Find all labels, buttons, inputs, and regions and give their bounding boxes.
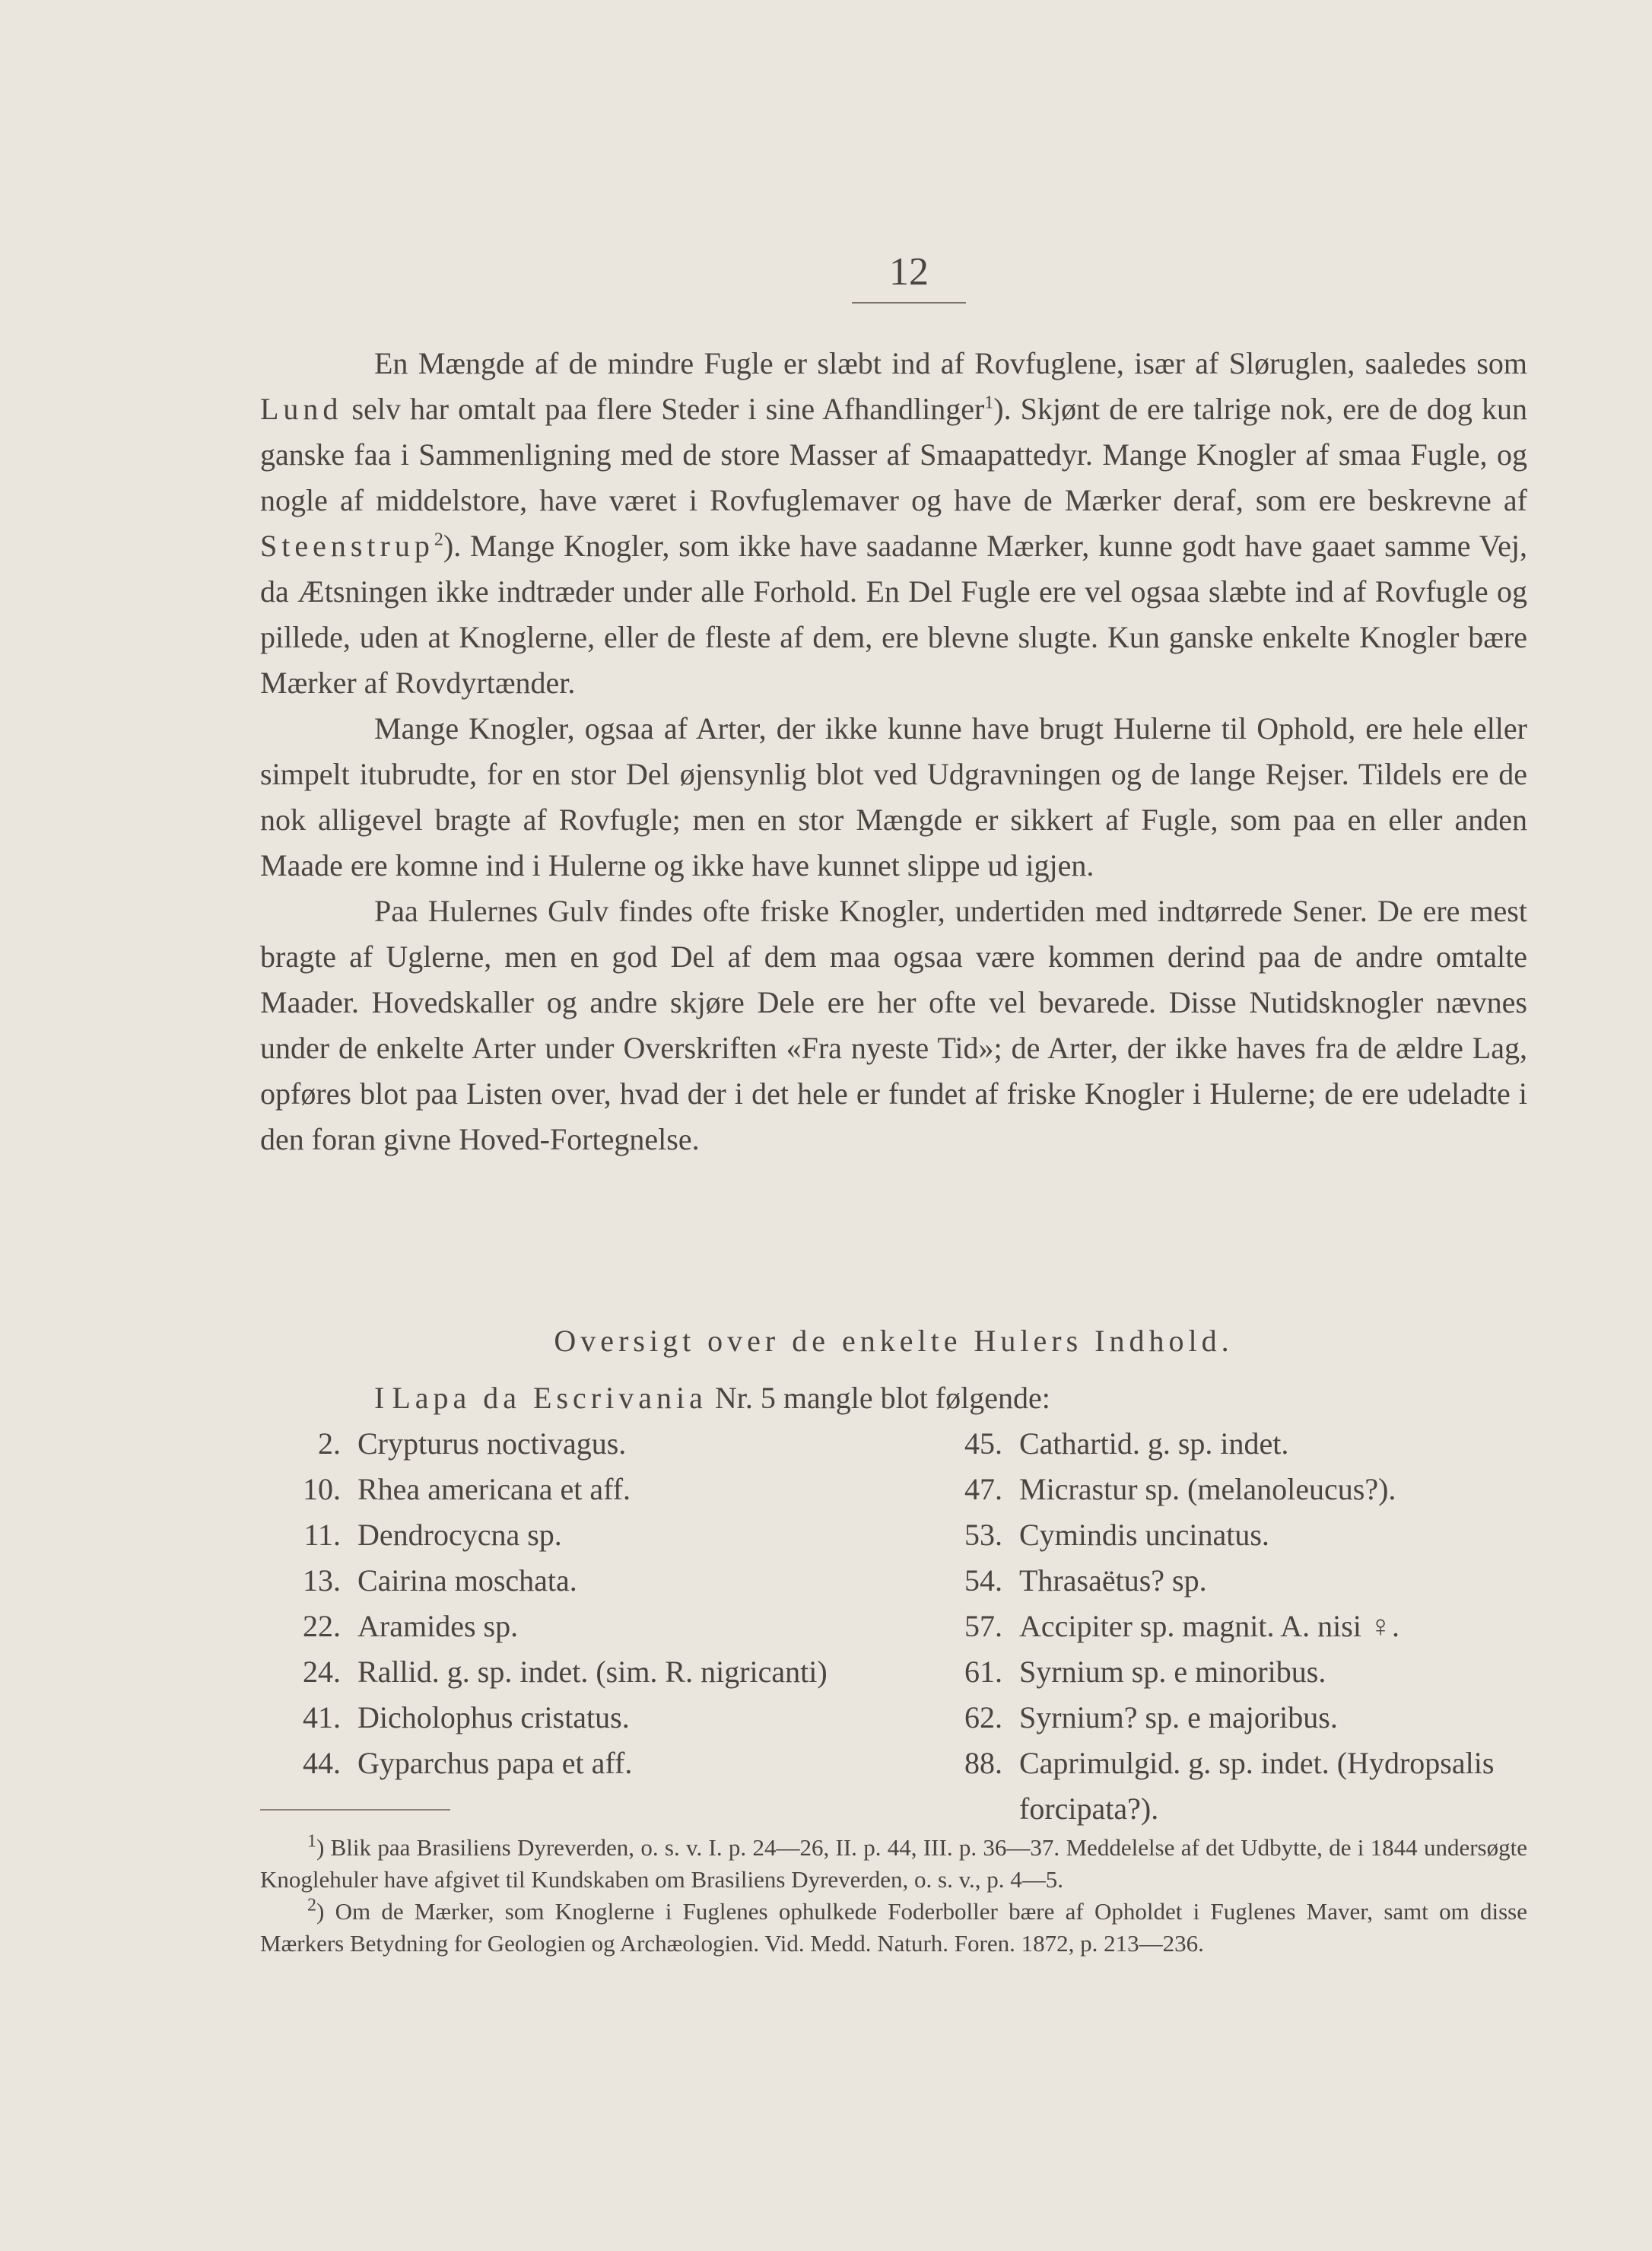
species-name: Dendrocycna sp. (357, 1518, 562, 1552)
species-entry (920, 1604, 1544, 1649)
species-number: 22. (303, 1609, 341, 1643)
text-run: En Mængde af de mindre Fugle er slæbt ind af Rovfuglene, især af Sløruglen, saaledes som (374, 346, 1527, 380)
species-entry (259, 1558, 882, 1604)
species-entry (920, 1741, 1544, 1832)
text-run: ). Mange Knogler, som ikke have saadanne Mærker, kunne godt have gaaet samme Vej, da Ætsningen ikke indtræder under alle Forhold. En Del Fugle ere vel ogsaa slæbte ind af Rovfugle og pillede, uden at Knoglerne, eller de fleste af dem, ere blevne slugte. Kun ganske enkelte Knogler bære Mærker af Rovdyrtænder. (260, 529, 1527, 700)
species-entry (259, 1467, 882, 1512)
footnote-mark: 2 (307, 1895, 316, 1916)
species-number: 44. (303, 1746, 341, 1780)
species-list-left (259, 1421, 882, 1786)
species-name: Dicholophus cristatus. (357, 1700, 630, 1734)
overview-heading: Oversigt over de enkelte Hulers Indhold. (554, 1324, 1234, 1358)
species-entry (259, 1695, 882, 1741)
footnote-rule (260, 1809, 450, 1811)
species-name: Gyparchus papa et aff. (357, 1746, 633, 1780)
text-run: Paa Hulernes Gulv findes ofte friske Knogler, undertiden med indtørrede Sener. De ere mest bragte af Uglerne, men en god Del af dem maa ogsaa være kommen derind paa de andre omtalte Maader. Hovedskaller og andre skjøre Dele ere her ofte vel bevarede. Disse Nutidsknogler nævnes under de enkelte Arter under Overskriften «Fra nyeste Tid»; de Arter, der ikke haves fra de ældre Lag, opføres blot paa Listen over, hvad der i det hele er fundet af friske Knogler i Hulerne; de ere udeladte i den foran givne Hoved-Fortegnelse. (260, 894, 1527, 1156)
species-name: Crypturus noctivagus. (357, 1426, 627, 1461)
page-number-rule (852, 302, 966, 304)
species-number: 88. (964, 1746, 1002, 1780)
species-name: Cairina moschata. (357, 1563, 577, 1598)
species-entry (259, 1421, 882, 1467)
species-entry (259, 1741, 882, 1786)
species-number: 61. (964, 1655, 1002, 1689)
species-name: Cymindis uncinatus. (1019, 1518, 1269, 1552)
species-entry (920, 1467, 1544, 1512)
body-paragraph (260, 889, 1527, 1162)
species-name: Accipiter sp. magnit. A. nisi ♀. (1019, 1609, 1399, 1643)
footnotes (260, 1832, 1527, 1960)
species-name: Rhea americana et aff. (357, 1472, 631, 1506)
species-name: Thrasaëtus? sp. (1019, 1563, 1207, 1598)
page-number: 12 (889, 250, 929, 294)
species-number: 53. (964, 1518, 1002, 1552)
species-entry (920, 1421, 1544, 1467)
footnote-ref: 1 (984, 393, 994, 413)
species-entry (920, 1512, 1544, 1558)
species-number: 24. (303, 1655, 341, 1689)
footnote (260, 1832, 1527, 1896)
species-number: 41. (303, 1700, 341, 1734)
footnote-ref: 2 (434, 529, 443, 550)
species-entry (259, 1649, 882, 1695)
species-name: Cathartid. g. sp. indet. (1019, 1426, 1289, 1461)
text-run: Steenstrup (260, 529, 434, 563)
species-number: 11. (303, 1518, 341, 1552)
species-entry (920, 1695, 1544, 1741)
lapa-intro-name: Lapa da Escrivania (392, 1381, 707, 1415)
species-number: 47. (964, 1472, 1002, 1506)
species-entry (920, 1649, 1544, 1695)
footnote-text: ) Om de Mærker, som Knoglerne i Fuglenes ophulkede Foderboller bære af Opholdet i Fuglenes Maver, samt om disse Mærkers Betydning for Geologien og Archæologien. Vid. Medd. Naturh. Foren. 1872, p. 213—236. (260, 1898, 1527, 1957)
body-paragraph (260, 341, 1527, 706)
species-number: 62. (964, 1700, 1002, 1734)
lapa-intro-suffix: Nr. 5 mangle blot følgende: (707, 1381, 1050, 1415)
text-run: Mange Knogler, ogsaa af Arter, der ikke kunne have brugt Hulerne til Ophold, ere hele eller simpelt itubrudte, for en stor Del øjensynlig blot ved Udgravningen og de lange Rejser. Tildels ere de nok alligevel bragte af Rovfugle; men en stor Mængde er sikkert af Fugle, som paa en eller anden Maade ere komne ind i Hulerne og ikke have kunnet slippe ud igjen. (260, 711, 1527, 882)
species-number: 54. (964, 1563, 1002, 1598)
species-name: Caprimulgid. g. sp. indet. (Hydropsalis forcipata?). (1019, 1746, 1495, 1826)
species-number: 45. (964, 1426, 1002, 1461)
species-list-right (920, 1421, 1544, 1832)
footnote (260, 1896, 1527, 1960)
species-number: 13. (303, 1563, 341, 1598)
lapa-intro-line (374, 1375, 1515, 1421)
species-entry (920, 1558, 1544, 1604)
species-name: Syrnium sp. e minoribus. (1019, 1655, 1326, 1689)
species-number: 10. (303, 1472, 341, 1506)
species-number: 57. (964, 1609, 1002, 1643)
footnote-mark: 1 (307, 1831, 316, 1852)
species-number: 2. (318, 1426, 341, 1461)
species-name: Rallid. g. sp. indet. (sim. R. nigricanti) (357, 1655, 828, 1689)
lapa-intro-prefix: I (374, 1381, 392, 1415)
species-name: Syrnium? sp. e majoribus. (1019, 1700, 1338, 1734)
species-name: Aramides sp. (357, 1609, 519, 1643)
species-name: Micrastur sp. (melanoleucus?). (1019, 1472, 1396, 1506)
text-run: selv har omtalt paa flere Steder i sine Afhandlinger (342, 392, 985, 426)
footnote-text: ) Blik paa Brasiliens Dyreverden, o. s. v. I. p. 24—26, II. p. 44, III. p. 36—37. Meddelelse af det Udbytte, de i 1844 undersøgte Knoglehuler have afgivet til Kundskaben om Brasiliens Dyreverden, o. s. v., p. 4—5. (260, 1834, 1527, 1893)
body-text (260, 341, 1527, 1162)
text-run: ). Skjønt de ere talrige nok, ere de dog kun ganske faa i Sammenligning med de store Masser af Smaapattedyr. Mange Knogler af smaa Fugle, og nogle af middelstore, have været i Rovfuglemaver og have de Mærker deraf, som ere beskrevne af (260, 392, 1528, 517)
species-entry (259, 1512, 882, 1558)
body-paragraph (260, 706, 1527, 889)
text-run: Lund (260, 392, 343, 426)
species-entry (259, 1604, 882, 1649)
